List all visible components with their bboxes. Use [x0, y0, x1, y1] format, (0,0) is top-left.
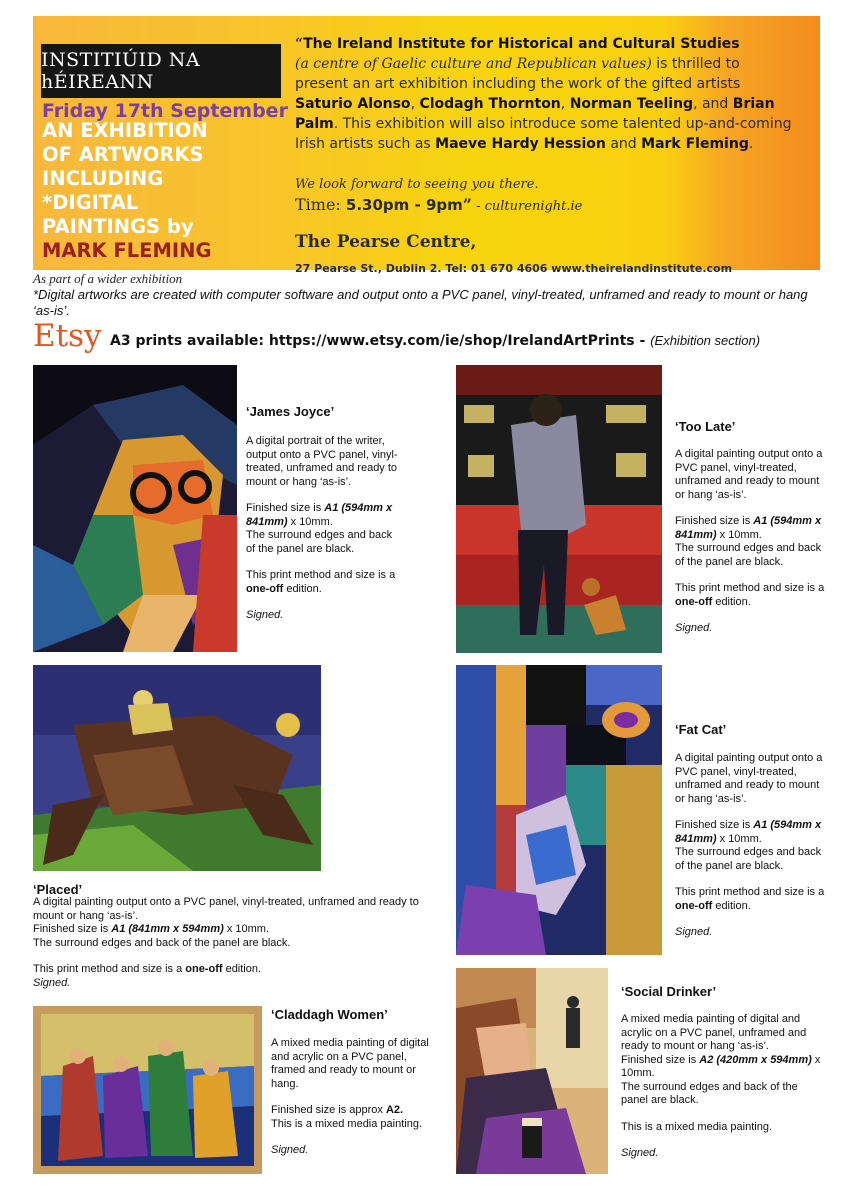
signed-note: Signed. [675, 926, 713, 938]
digital-artworks-note: *Digital artworks are created with computer software and output onto a PVC panel, vinyl-treated, unframed and ready to mount or hang ‘as-is’. [33, 287, 808, 318]
edition-prefix: This print method and size is a [33, 963, 186, 975]
edition-prefix: This print method and size is a [675, 886, 825, 898]
signed-note: Signed. [621, 1147, 659, 1159]
headline-line: AN EXHIBITION [42, 119, 208, 142]
artwork-title: ‘Placed’ [33, 882, 83, 897]
intro-text: . This exhibition will also introduce some talented up-and-coming Irish artists such as [295, 116, 792, 152]
exhibition-headline [42, 119, 282, 263]
size-suffix: x 10mm. [621, 1053, 821, 1079]
venue-name: The Pearse Centre, [295, 232, 477, 252]
artwork-too-late-image [456, 365, 662, 653]
artwork-social-drinker-image [456, 968, 608, 1174]
artist-name: Clodagh Thornton [419, 96, 561, 112]
welcome-line: We look forward to seeing you there. [295, 177, 539, 192]
institute-logo [41, 44, 281, 98]
artwork-title: ‘Claddagh Women’ [271, 1007, 388, 1022]
artwork-description [621, 1013, 826, 1161]
size-suffix: x 10mm. [716, 832, 762, 845]
close-quote-mark: ” [462, 195, 472, 214]
artwork-description [675, 448, 825, 636]
size-value: A1 (841mm x 594mm) [111, 923, 224, 935]
size-suffix: x 10mm. [287, 515, 333, 528]
edition-suffix: edition. [283, 582, 322, 595]
edges-note: The surround edges and back of the panel are black. [246, 529, 393, 555]
edition-note [675, 886, 825, 913]
signed-note: Signed. [33, 976, 71, 989]
finished-size [246, 502, 404, 529]
size-value: A1 (594mm x 841mm) [675, 515, 822, 541]
finished-size [271, 1104, 441, 1118]
edges-note: The surround edges and back of the panel are black. [675, 542, 822, 568]
finished-size [675, 515, 825, 542]
logo-text: INSTITIÚID NA hÉIREANN [41, 49, 201, 93]
artwork-james-joyce-image [33, 365, 237, 652]
edition-prefix: This print method and size is a [675, 582, 825, 594]
edges-note: The surround edges and back of the panel are black. [33, 936, 291, 949]
headline-artist-name: MARK FLEMING [42, 239, 212, 262]
edition-value: one-off [185, 963, 223, 975]
intro-paragraph: “The Ireland Institute for Historical and Cultural Studies (a centre of Gaelic culture and Republican values) is thrilled to present an art exhibition including the work of the gifted artists Saturio Alonso, Clodagh Thornton, Norman Teeling, and Brian Palm. This exhibition will also introduce some talented up-and-coming Irish artists such as Maeve Hardy Hession and Mark Fleming. [295, 36, 792, 152]
size-value: A2. [385, 1104, 404, 1116]
artwork-title: ‘James Joyce’ [246, 404, 335, 419]
artwork-fat-cat-image [456, 665, 662, 955]
size-prefix: Finished size is approx [271, 1104, 386, 1116]
artist-name: Maeve Hardy Hession [435, 136, 606, 152]
headline-line: *DIGITAL [42, 191, 139, 214]
description-text: A digital painting output onto a PVC panel, vinyl-treated, unframed and ready to mount or hang ‘as-is’. [675, 448, 823, 501]
headline-line: INCLUDING [42, 167, 164, 190]
culture-night-site: - culturenight.ie [471, 199, 583, 214]
description-text: A mixed media painting of digital and acrylic on a PVC panel, unframed and ready to mount or hang ‘as-is’. [621, 1013, 807, 1052]
etsy-logo: Etsy [33, 318, 102, 354]
description-text: A digital painting output onto a PVC panel, vinyl-treated, unframed and ready to mount or hang ‘as-is’. [675, 752, 823, 805]
artist-name: Brian Palm [295, 96, 775, 132]
edition-note [33, 963, 433, 977]
edition-suffix: edition. [222, 963, 262, 975]
artist-name: Mark Fleming [641, 136, 749, 152]
event-date: Friday 17th September [42, 100, 288, 122]
artwork-title: ‘Social Drinker’ [621, 984, 717, 999]
artwork-claddagh-women-image [33, 1006, 262, 1174]
artwork-description [33, 896, 433, 990]
signed-note: Signed. [246, 609, 284, 621]
open-quote-mark: “ [295, 36, 304, 52]
artwork-description [271, 1037, 441, 1158]
prints-link: A3 prints available: https://www.etsy.com/ie/shop/IrelandArtPrints - [110, 333, 651, 349]
description-text: A digital painting output onto a PVC panel, vinyl-treated, unframed and ready to mount or hang ‘as-is’. [33, 896, 419, 922]
artwork-placed-image [33, 665, 321, 871]
description-text: A mixed media painting of digital and acrylic on a PVC panel, framed and ready to mount or hang. [271, 1037, 429, 1090]
finished-size [33, 923, 433, 937]
edges-note: The surround edges and back of the panel are black. [621, 1080, 798, 1106]
size-prefix: Finished size is [621, 1053, 700, 1066]
part-of-note: As part of a wider exhibition [33, 271, 183, 286]
edition-value: one-off [675, 899, 713, 912]
org-description: (a centre of Gaelic culture and Republican values) [295, 56, 652, 72]
header-banner [33, 16, 820, 275]
size-value: A1 (594mm x 841mm) [675, 819, 822, 845]
intro-text: is thrilled to present an art exhibition including the work of the gifted artists [295, 56, 741, 92]
edition-note [675, 582, 825, 609]
size-prefix: Finished size is [675, 515, 754, 527]
prints-availability [110, 333, 760, 349]
size-suffix: x 10mm. [223, 923, 270, 935]
time-value: 5.30pm - 9pm [345, 196, 463, 214]
signed-note: Signed. [675, 622, 713, 634]
headline-line: PAINTINGS by [42, 215, 194, 238]
org-name: The Ireland Institute for Historical and Cultural Studies [303, 36, 740, 52]
size-prefix: Finished size is [675, 819, 754, 831]
exhibition-section-note: (Exhibition section) [650, 333, 761, 348]
venue-address: 27 Pearse St., Dublin 2. Tel: 01 670 4606 www.theirelandinstitute.com [295, 262, 733, 275]
description-text: A digital portrait of the writer, output onto a PVC panel, vinyl-treated, unframed and ready to mount or hang ‘as-is’. [246, 435, 398, 488]
artwork-title: ‘Fat Cat’ [675, 722, 727, 737]
artwork-title: ‘Too Late’ [675, 419, 736, 434]
finished-size [621, 1054, 826, 1081]
time-label: Time: [295, 195, 346, 214]
artist-name: Norman Teeling [569, 96, 694, 112]
edition-value: one-off [246, 582, 284, 595]
edition-suffix: edition. [712, 899, 751, 912]
size-prefix: Finished size is [246, 502, 325, 514]
medium-note: This is a mixed media painting. [621, 1120, 773, 1133]
headline-line: OF ARTWORKS [42, 143, 204, 166]
size-value: A2 (420mm x 594mm) [699, 1053, 812, 1066]
edition-value: one-off [675, 595, 713, 608]
edges-note: The surround edges and back of the panel are black. [675, 846, 822, 872]
signed-note: Signed. [271, 1144, 309, 1156]
artist-name: Saturio Alonso [295, 96, 411, 112]
finished-size [675, 819, 825, 846]
event-time [295, 195, 582, 214]
edition-note [246, 569, 404, 596]
artwork-description [246, 435, 404, 623]
size-suffix: x 10mm. [716, 528, 762, 541]
medium-note: This is a mixed media painting. [271, 1117, 423, 1130]
edition-prefix: This print method and size is a [246, 569, 396, 581]
size-value: A1 (594mm x 841mm) [246, 502, 393, 528]
edition-suffix: edition. [712, 595, 751, 608]
artwork-description [675, 752, 825, 940]
size-prefix: Finished size is [33, 923, 112, 935]
